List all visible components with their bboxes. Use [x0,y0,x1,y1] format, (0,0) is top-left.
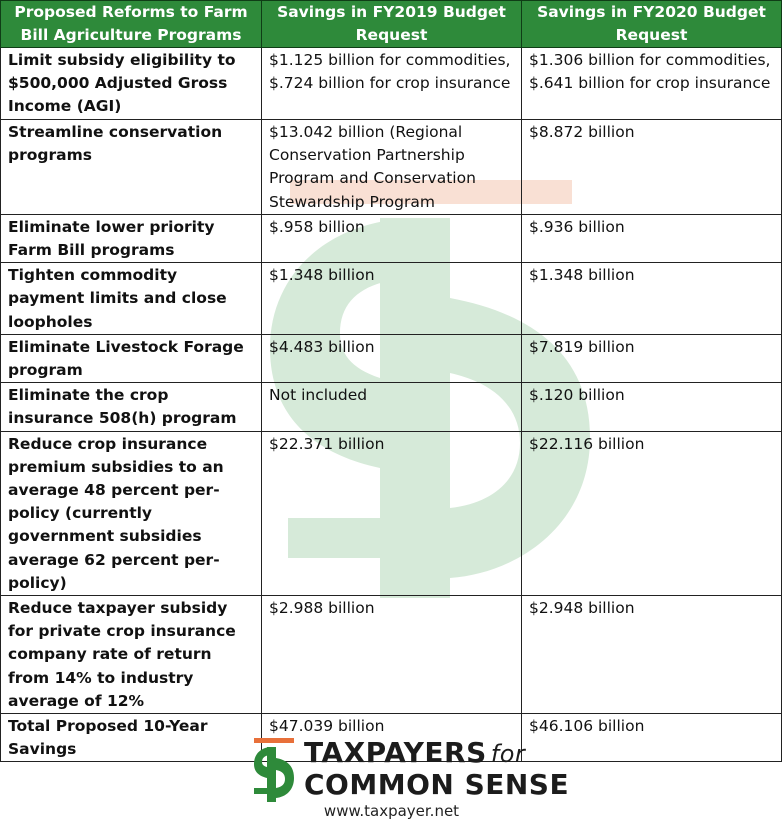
reform-cell: Reduce crop insurance premium subsidies to an average 48 percent per-policy (currently government subsidies average 62 percent per-policy) [1,431,262,595]
taxpayers-logo-icon [252,738,296,802]
fy2019-cell: $1.348 billion [262,263,522,335]
fy2019-cell: $47.039 billion [262,714,522,762]
reform-cell: Tighten commodity payment limits and close loopholes [1,263,262,335]
footer-branding [0,734,783,825]
brand-taxpayers: TAXPAYERS [304,736,487,769]
fy2020-cell: $.936 billion [522,214,782,262]
brand-line-2: COMMON SENSE [304,768,570,801]
fy2019-cell: $4.483 billion [262,334,522,382]
header-fy2019: Savings in FY2019 Budget Request [262,1,522,48]
fy2019-cell: Not included [262,383,522,431]
fy2019-cell: $2.988 billion [262,596,522,714]
fy2019-cell: $22.371 billion [262,431,522,595]
reform-cell: Eliminate lower priority Farm Bill programs [1,214,262,262]
fy2020-cell: $1.306 billion for commodities, $.641 billion for crop insurance [522,48,782,120]
table-header-row [1,1,782,48]
fy2020-cell: $46.106 billion [522,714,782,762]
fy2020-cell: $.120 billion [522,383,782,431]
fy2020-cell: $8.872 billion [522,120,782,215]
brand-for: for [490,740,526,768]
table-row [1,383,782,431]
table-row [1,120,782,215]
reform-cell: Reduce taxpayer subsidy for private crop insurance company rate of return from 14% to industry average of 12% [1,596,262,714]
table-row [1,263,782,335]
fy2019-cell: $1.125 billion for commodities, $.724 billion for crop insurance [262,48,522,120]
fy2019-cell: $13.042 billion (Regional Conservation Partnership Program and Conservation Stewardship Program [262,120,522,215]
fy2020-cell: $1.348 billion [522,263,782,335]
table-row [1,431,782,595]
reform-cell: Eliminate the crop insurance 508(h) program [1,383,262,431]
fy2020-cell: $7.819 billion [522,334,782,382]
fy2020-cell: $22.116 billion [522,431,782,595]
reform-cell: Total Proposed 10-Year Savings [1,714,262,762]
header-reform: Proposed Reforms to Farm Bill Agriculture Programs [1,1,262,48]
table-row [1,596,782,714]
brand-line-1 [304,736,525,769]
reform-cell: Streamline conservation programs [1,120,262,215]
table-row [1,48,782,120]
website-url[interactable]: www.taxpayer.net [323,802,460,820]
table-row [1,214,782,262]
header-fy2020: Savings in FY2020 Budget Request [522,1,782,48]
fy2019-cell: $.958 billion [262,214,522,262]
reform-cell: Limit subsidy eligibility to $500,000 Adjusted Gross Income (AGI) [1,48,262,120]
table-row [1,334,782,382]
fy2020-cell: $2.948 billion [522,596,782,714]
reform-cell: Eliminate Livestock Forage program [1,334,262,382]
